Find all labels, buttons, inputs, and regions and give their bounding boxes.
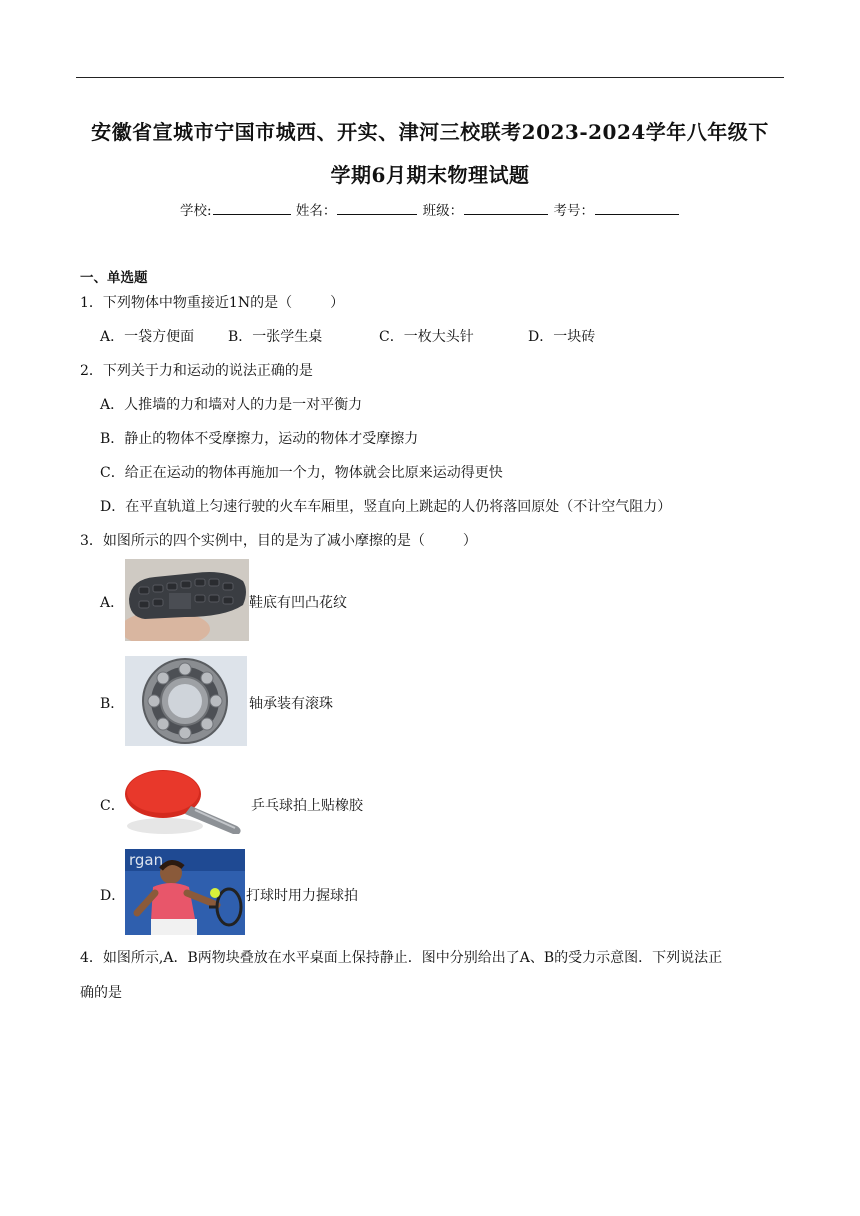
question-4-line-1: 4．如图所示,A．B两物块叠放在水平桌面上保持静止．图中分别给出了A、B的受力示意图．下列说法正 [80,950,723,966]
name-field[interactable] [337,201,417,215]
question-1-stem: 1．下列物体中物重接近1N的是（ [80,295,293,311]
bearing-image [125,656,247,746]
question-1-option-b[interactable]: B．一张学生桌 [228,329,323,345]
class-field[interactable] [464,201,548,215]
question-1 [80,292,344,312]
exam-no-label: 考号： [553,203,594,219]
question-1-option-a[interactable]: A．一袋方便面 [100,329,195,345]
question-3-option-d-letter[interactable]: D． [100,888,126,904]
page-title-line-2: 学期6月期末物理试题 [330,163,530,187]
question-3-option-c-letter[interactable]: C． [100,798,125,814]
question-1-close: ） [330,295,345,311]
svg-text:rgan: rgan [129,851,164,869]
question-2-option-b[interactable]: B．静止的物体不受摩擦力，运动的物体才受摩擦力 [100,431,419,447]
question-3-close: ） [462,533,477,549]
question-3-option-d-text[interactable]: 打球时用力握球拍 [246,888,358,904]
question-2-option-c[interactable]: C．给正在运动的物体再施加一个力，物体就会比原来运动得更快 [100,465,503,481]
tennis-player-image [125,849,245,935]
exam-no-field[interactable] [595,201,679,215]
class-label: 班级： [422,203,464,219]
page-title-line-1: 安徽省宣城市宁国市城西、开实、津河三校联考2023-2024学年八年级下 [91,120,769,144]
school-field[interactable] [213,201,291,215]
student-info-row [0,199,860,219]
question-1-option-d[interactable]: D．一块砖 [528,329,596,345]
question-2-stem: 2．下列关于力和运动的说法正确的是 [80,363,313,379]
question-2-option-d[interactable]: D．在平直轨道上匀速行驶的火车车厢里，竖直向上跳起的人仍将落回原处（不计空气阻力） [100,499,672,515]
question-3-option-a-text[interactable]: 鞋底有凹凸花纹 [249,595,347,611]
name-label: 姓名： [295,203,337,219]
question-3-option-b-letter[interactable]: B． [100,696,125,712]
section-heading: 一、单选题 [80,270,148,286]
paddle-image [125,768,247,838]
question-4-line-2: 确的是 [80,985,122,1001]
question-3-option-a-letter[interactable]: A． [100,595,125,611]
question-3-option-b-text[interactable]: 轴承装有滚珠 [249,696,333,712]
header-rule [76,77,784,78]
question-3-stem: 3．如图所示的四个实例中，目的是为了减小摩擦的是（ [80,533,425,549]
question-2-option-a[interactable]: A．人推墙的力和墙对人的力是一对平衡力 [100,397,363,413]
shoe-sole-image [125,559,249,641]
question-3 [80,530,477,550]
question-3-option-c-text[interactable]: 乒乓球拍上贴橡胶 [251,798,363,814]
school-label: 学校: [180,203,212,219]
question-1-option-c[interactable]: C．一枚大头针 [379,329,474,345]
